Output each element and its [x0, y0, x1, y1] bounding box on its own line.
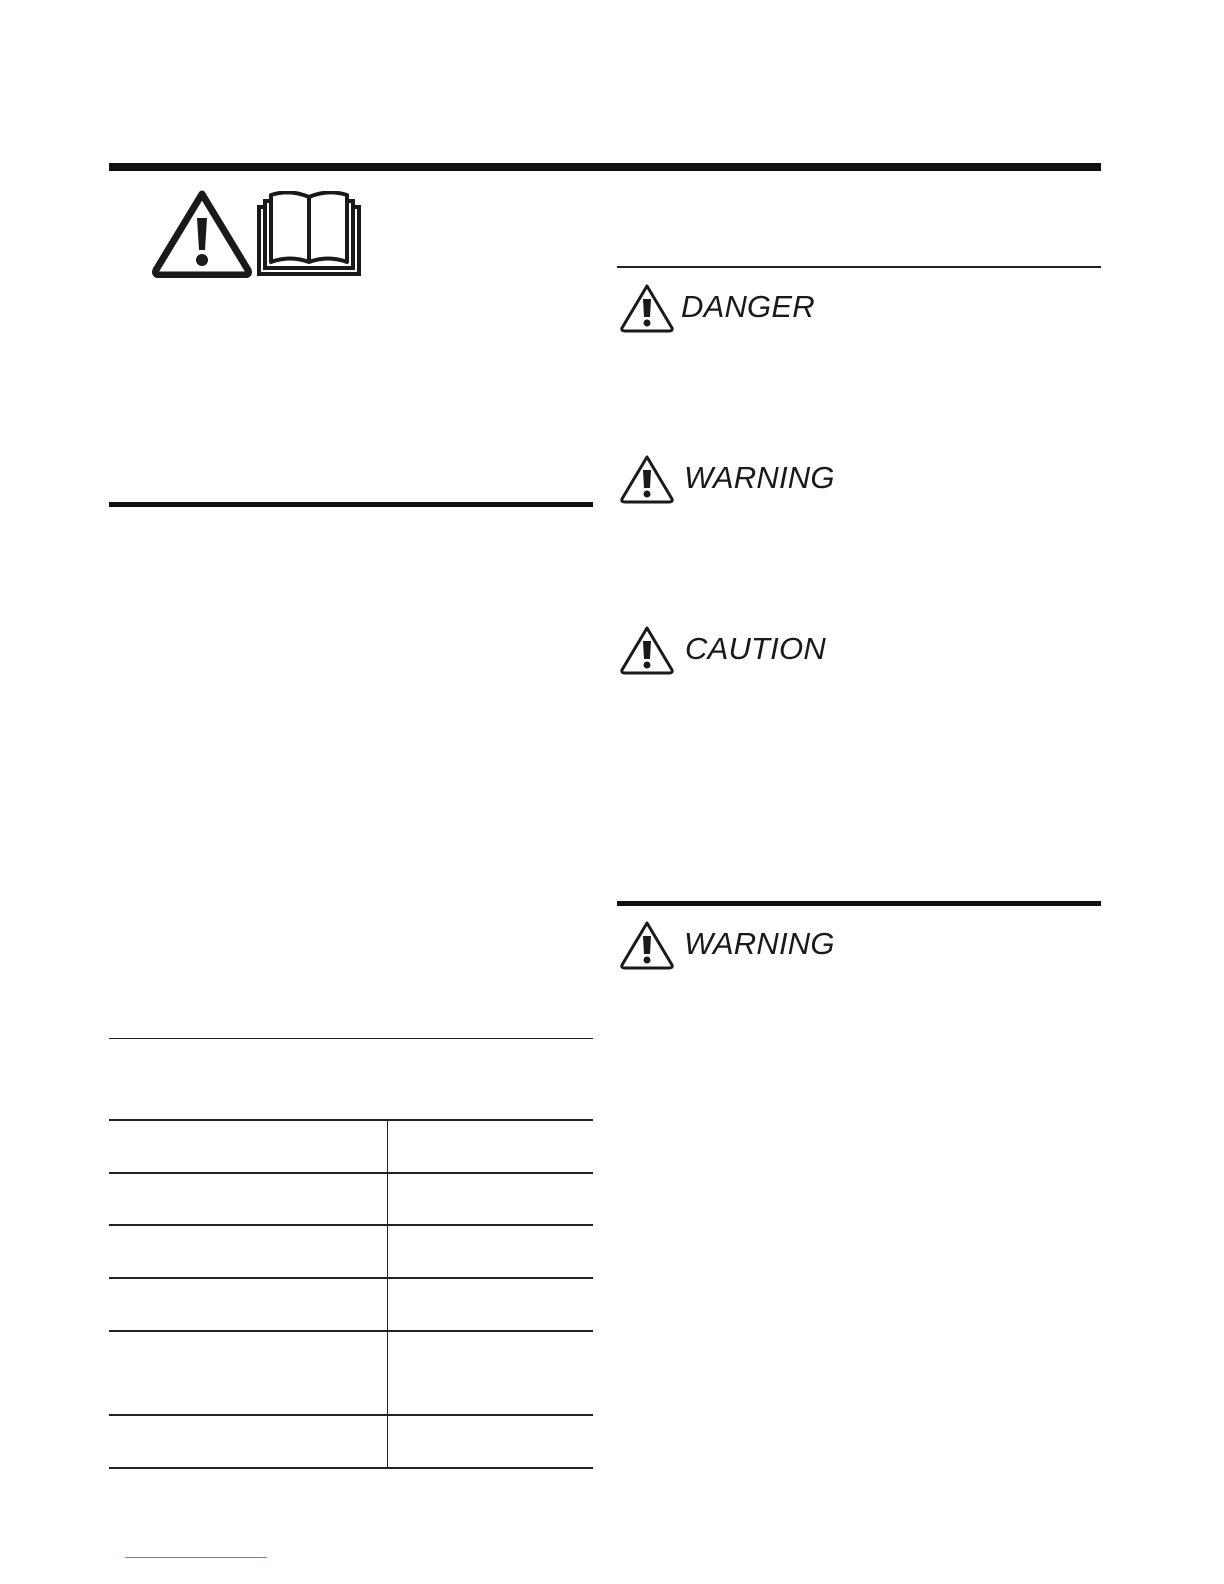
- table-row: [109, 1414, 593, 1468]
- exclamation-triangle-icon: [619, 283, 675, 333]
- signal-word-danger: DANGER: [681, 289, 815, 324]
- read-manual-book-icon: [256, 191, 362, 277]
- table-section-thin-rule: [109, 1038, 593, 1039]
- footer-link-underline[interactable]: [125, 1557, 267, 1558]
- table-row: [109, 1277, 593, 1331]
- table-row: [109, 1330, 593, 1416]
- right-section-rule: [617, 901, 1101, 906]
- signal-word-caution: CAUTION: [685, 631, 826, 666]
- warning-triangle-icon: [150, 188, 254, 278]
- table-column-divider: [387, 1121, 388, 1468]
- table-row: [109, 1119, 593, 1173]
- table-row: [109, 1172, 593, 1226]
- exclamation-triangle-icon: [619, 625, 675, 675]
- exclamation-triangle-icon: [619, 454, 675, 504]
- right-section-thin-rule: [617, 266, 1101, 268]
- left-section-rule: [109, 502, 593, 507]
- exclamation-triangle-icon: [619, 920, 675, 970]
- signal-word-warning: WARNING: [684, 460, 835, 495]
- table-bottom-rule: [109, 1467, 593, 1469]
- table-row: [109, 1224, 593, 1278]
- signal-word-warning-2: WARNING: [684, 926, 835, 961]
- top-rule: [109, 163, 1101, 171]
